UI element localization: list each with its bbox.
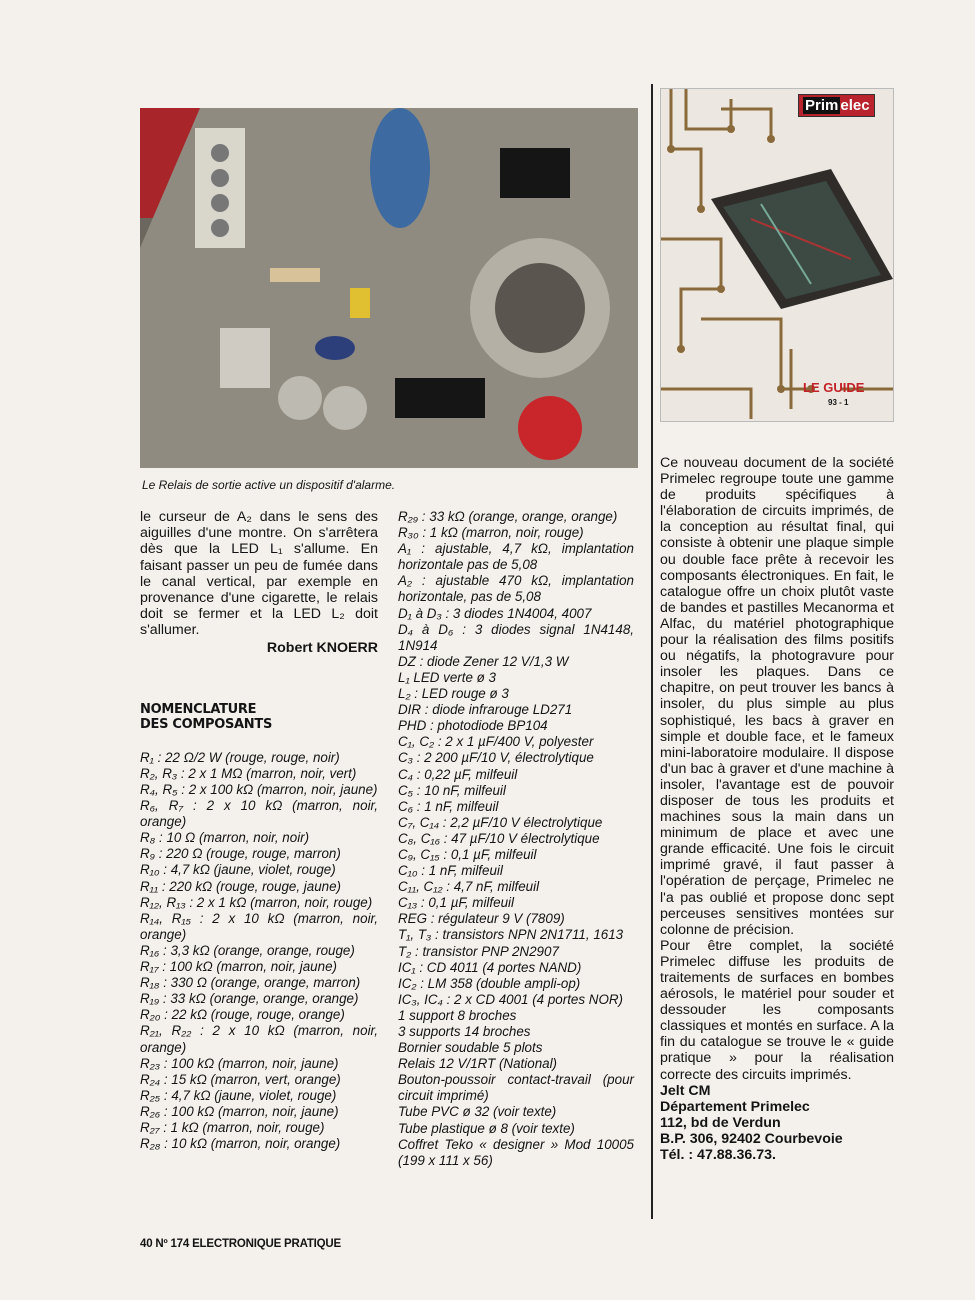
- component-item: R₈ : 10 Ω (marron, noir, noir): [140, 830, 310, 846]
- component-item: IC₂ : LM 358 (double ampli-op): [398, 975, 581, 991]
- component-item: C₁₁, C₁₂ : 4,7 nF, milfeuil: [398, 879, 540, 895]
- component-item: R₂₅ : 4,7 kΩ (jaune, violet, rouge): [140, 1087, 337, 1103]
- component-item: R₂₀ : 22 kΩ (rouge, rouge, orange): [140, 1007, 345, 1023]
- component-item: T₂ : transistor PNP 2N2907: [398, 943, 559, 959]
- heading-line-2: DES COMPOSANTS: [140, 716, 273, 732]
- column-divider: [651, 84, 653, 1219]
- circuit-board-photo: [140, 108, 638, 468]
- component-item: Coffret Teko « designer » Mod 10005 (199 x 111 x 56): [398, 1136, 634, 1168]
- component-item: R₁₀ : 4,7 kΩ (jaune, violet, rouge): [140, 862, 336, 878]
- component-item: Tube plastique ø 8 (voir texte): [398, 1120, 575, 1136]
- component-item: L₂ : LED rouge ø 3: [398, 686, 509, 702]
- component-item: R₃₀ : 1 kΩ (marron, noir, rouge): [398, 525, 584, 541]
- component-item: C₁₀ : 1 nF, milfeuil: [398, 863, 503, 879]
- component-item: C₄ : 0,22 µF, milfeuil: [398, 766, 518, 782]
- component-item: IC₁ : CD 4011 (4 portes NAND): [398, 959, 582, 975]
- component-item: L₁ LED verte ø 3: [398, 669, 496, 685]
- component-item: R₁₇ : 100 kΩ (marron, noir, jaune): [140, 959, 337, 975]
- component-item: A₂ : ajustable 470 kΩ, implantation horizontale, pas de 5,08: [398, 573, 634, 605]
- contact-line: B.P. 306, 92402 Courbevoie: [660, 1130, 843, 1147]
- component-item: R₂, R₃ : 2 x 1 MΩ (marron, noir, vert): [140, 765, 357, 781]
- heading-line-1: NOMENCLATURE: [140, 701, 257, 717]
- primelec-logo: [798, 94, 875, 117]
- component-item: R₉ : 220 Ω (rouge, rouge, marron): [140, 846, 341, 862]
- component-item: R₂₁, R₂₂ : 2 x 10 kΩ (marron, noir, orange): [140, 1023, 378, 1055]
- component-item: C₅ : 10 nF, milfeuil: [398, 782, 506, 798]
- component-item: R₁₂, R₁₃ : 2 x 1 kΩ (marron, noir, rouge): [140, 894, 373, 910]
- contact-line: Jelt CM: [660, 1082, 711, 1099]
- component-item: 3 supports 14 broches: [398, 1024, 531, 1039]
- component-item: R₁₄, R₁₅ : 2 x 10 kΩ (marron, noir, orange): [140, 910, 378, 942]
- component-item: C₇, C₁₄ : 2,2 µF/10 V électrolytique: [398, 814, 603, 830]
- component-item: D₁ à D₃ : 3 diodes 1N4004, 4007: [398, 605, 592, 621]
- contact-line: 112, bd de Verdun: [660, 1114, 781, 1131]
- guide-number: 93 - 1: [828, 398, 849, 407]
- component-item: C₃ : 2 200 µF/10 V, électrolytique: [398, 750, 594, 766]
- component-item: R₁₉ : 33 kΩ (orange, orange, orange): [140, 991, 359, 1007]
- circuit-board-illustration: [140, 108, 638, 468]
- page-footer: 40 Nº 174 ELECTRONIQUE PRATIQUE: [140, 1238, 341, 1250]
- component-item: Relais 12 V/1RT (National): [398, 1056, 558, 1072]
- component-item: R₆, R₇ : 2 x 10 kΩ (marron, noir, orange): [140, 798, 378, 830]
- component-item: C₁, C₂ : 2 x 1 µF/400 V, polyester: [398, 734, 594, 750]
- component-item: C₆ : 1 nF, milfeuil: [398, 798, 499, 814]
- component-item: A₁ : ajustable, 4,7 kΩ, implantation horizontale pas de 5,08: [398, 541, 634, 573]
- component-item: R₁₁ : 220 kΩ (rouge, rouge, jaune): [140, 878, 342, 894]
- logo-part-2: elec: [840, 97, 870, 114]
- component-item: DZ : diode Zener 12 V/1,3 W: [398, 653, 569, 669]
- column-right: [660, 455, 894, 1163]
- component-item: R₂₉ : 33 kΩ (orange, orange, orange): [398, 509, 618, 524]
- author-name: Robert KNOERR: [266, 639, 378, 656]
- component-item: Bornier soudable 5 plots: [398, 1040, 543, 1056]
- component-item: R₂₆ : 100 kΩ (marron, noir, jaune): [140, 1103, 339, 1119]
- component-item: R₁ : 22 Ω/2 W (rouge, rouge, noir): [140, 749, 340, 765]
- component-item: DIR : diode infrarouge LD271: [398, 702, 573, 718]
- component-item: R₁₆ : 3,3 kΩ (orange, orange, rouge): [140, 942, 355, 958]
- component-item: R₁₈ : 330 Ω (orange, orange, marron): [140, 975, 361, 991]
- component-item: Tube PVC ø 32 (voir texte): [398, 1104, 557, 1120]
- component-item: R₄, R₅ : 2 x 100 kΩ (marron, noir, jaune): [140, 782, 378, 798]
- component-item: T₁, T₃ : transistors NPN 2N1711, 1613: [398, 927, 624, 943]
- contact-line: Tél. : 47.88.36.73.: [660, 1147, 776, 1164]
- component-item: IC₃, IC₄ : 2 x CD 4001 (4 portes NOR): [398, 991, 623, 1007]
- component-item: PHD : photodiode BP104: [398, 718, 548, 734]
- article-paragraph: le curseur de A₂ dans le sens des aiguilles d'une montre. On s'arrêtera dès que la LED L₁ s'allume. En faisant passer un peu de fumée dans le canal vertical, par exemple en provenance d'une cigarette, le relais doit se fermer et la LED L₂ doit s'allumer.: [140, 509, 378, 639]
- column-left: [140, 509, 378, 1152]
- logo-part-1: Prim: [805, 97, 839, 114]
- primelec-guide-cover: [660, 88, 894, 422]
- contact-line: Département Primelec: [660, 1098, 810, 1115]
- component-item: C₈, C₁₆ : 47 µF/10 V électrolytique: [398, 830, 600, 846]
- primelec-paragraph-2: Pour être complet, la société Primelec diffuse les produits de traitements de surfaces en bombes aérosols, le matériel pour souder et dessouder les composants classiques et montés en surface. A la fin du catalogue se trouve le « guide pratique » pour la réalisation correcte des circuits imprimés.: [660, 937, 894, 1083]
- photo-caption: Le Relais de sortie active un dispositif d'alarme.: [142, 478, 396, 492]
- component-list-1: [140, 750, 378, 1152]
- component-item: R₂₇ : 1 kΩ (marron, noir, rouge): [140, 1119, 325, 1135]
- component-list-2: [398, 509, 634, 1169]
- component-item: R₂₄ : 15 kΩ (marron, vert, orange): [140, 1071, 341, 1087]
- nomenclature-heading: [140, 702, 378, 732]
- component-item: R₂₈ : 10 kΩ (marron, noir, orange): [140, 1136, 341, 1152]
- guide-title: LE GUIDE: [803, 380, 865, 395]
- component-item: C₉, C₁₅ : 0,1 µF, milfeuil: [398, 846, 537, 862]
- component-item: Bouton-poussoir contact-travail (pour circuit imprimé): [398, 1072, 634, 1104]
- component-item: C₁₃ : 0,1 µF, milfeuil: [398, 895, 514, 911]
- component-item: REG : régulateur 9 V (7809): [398, 911, 565, 927]
- primelec-paragraph-1: Ce nouveau document de la société Primelec regroupe toute une gamme de produits spécifiques à l'élaboration de circuits imprimés, de la conception au résultat final, qui consiste à obtenir une plaque simple ou double face prête à recevoir les composants électroniques. En fait, le catalogue offre un choix plutôt vaste de bandes et pastilles Mecanorma et Alfac, du matériel photographique pour la réalisation des films positifs ou négatifs, la photogravure pour insoler les plaques. Dans ce chapitre, on peut trouver les bancs à insoler, du plus simple au plus sophistiqué, les bacs à graver en simple et double face, et le fameux mini-laboratoire modulaire. Il dispose d'un bac à graver et d'une machine à insoler, l'avantage est de pouvoir disposer de tous les produits et machines sous la main dans un minimum de place et avec une grande efficacité. Une fois le circuit imprimé gravé, il faut passer à l'opération de perçage, Primelec ne l'a pas oublié et propose donc sept perceuses sensitives montées sur colonne de précision.: [660, 455, 894, 938]
- component-item: R₂₃ : 100 kΩ (marron, noir, jaune): [140, 1055, 339, 1071]
- component-item: D₄ à D₆ : 3 diodes signal 1N4148, 1N914: [398, 621, 634, 653]
- contact-block: [660, 1083, 894, 1163]
- pcb-traces-illustration: [661, 89, 893, 421]
- component-item: 1 support 8 broches: [398, 1007, 517, 1023]
